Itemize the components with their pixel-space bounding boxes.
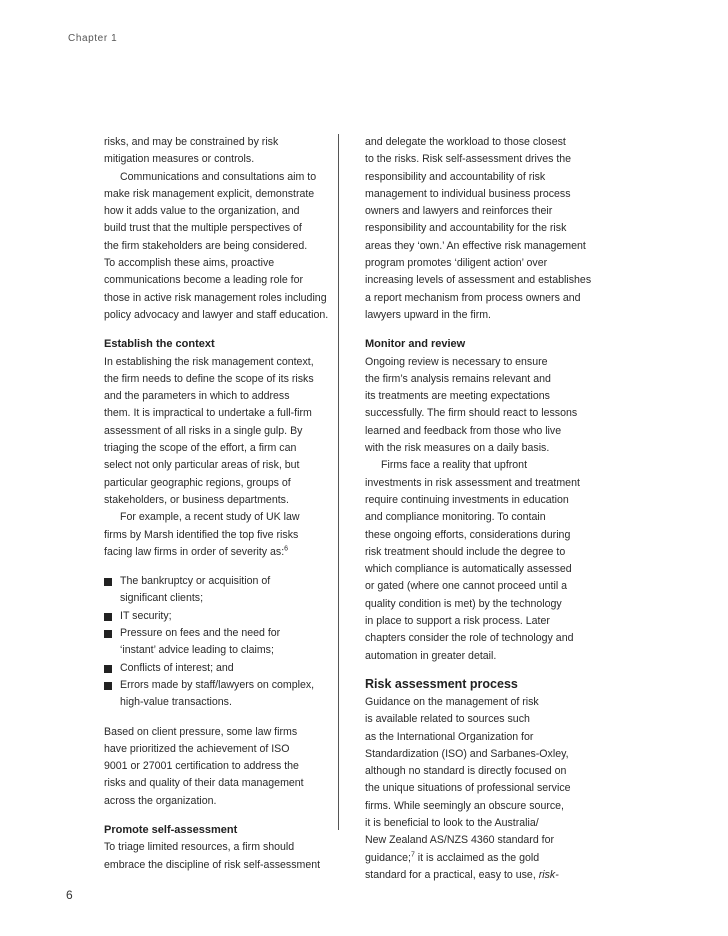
paragraph [104,839,328,874]
text-line: them. It is impractical to undertake a full-firm [104,407,312,420]
text-fragment: guidance; [365,851,411,864]
text-line: embrace the discipline of risk self-assessment [104,858,321,871]
section-heading-promote-self-assessment: Promote self-assessment [104,823,238,836]
text-line: its treatments are meeting expectations [365,390,550,403]
text-line: across the organization. [104,794,217,807]
paragraph [104,134,328,169]
text-line: automation in greater detail. [365,649,497,662]
running-header-chapter: Chapter 1 [68,33,118,44]
risk-bullet-list [104,573,328,711]
text-line: quality condition is met) by the technology [365,597,562,610]
text-line: the firm stakeholders are being considered. [104,239,308,252]
text-line: policy advocacy and lawyer and staff education. [104,308,329,321]
text-line: investments in risk assessment and treatment [365,476,580,489]
paragraph [104,724,328,810]
text-line: mitigation measures or controls. [104,153,255,166]
list-item [104,677,328,712]
text-line: these ongoing efforts, considerations during [365,528,571,541]
left-column [104,134,328,874]
text-line: Pressure on fees and the need for [120,627,281,640]
text-line: stakeholders, or business departments. [104,493,289,506]
square-bullet-icon [104,578,112,586]
paragraph [365,134,592,324]
text-line: have prioritized the achievement of ISO [104,742,290,755]
text-line: select not only particular areas of risk, but [104,459,300,472]
text-line: to the risks. Risk self-assessment drives the [365,153,572,166]
text-line: learned and feedback from those who live [365,424,562,437]
footnote-marker[interactable]: 6 [284,545,289,553]
text-line: increasing levels of assessment and establishes [365,274,592,287]
paragraph [365,354,589,458]
text-line: management to individual business process [365,187,571,200]
text-line: risks, and may be constrained by risk [104,136,279,148]
text-line: although no standard is directly focused on [365,765,567,778]
list-item [104,608,328,625]
text-line: significant clients; [120,592,204,605]
text-line: chapters consider the role of technology and [365,632,574,645]
list-item [104,573,328,608]
text-line: Communications and consultations aim to [120,170,317,183]
text-line: Firms face a reality that upfront [381,459,528,472]
text-line [104,544,328,561]
section-heading-establish-context: Establish the context [104,338,215,351]
text-line: assessment of all risks in a single gulp. By [104,424,303,437]
text-line: Based on client pressure, some law firms [104,725,298,738]
text-line: make risk management explicit, demonstrate [104,187,315,200]
text-line: Conflicts of interest; and [120,661,234,674]
text-line: risks and quality of their data management [104,777,304,790]
text-line: responsibility and accountability for the risk [365,222,567,235]
text-line: For example, a recent study of UK law [120,511,300,524]
text-line: responsibility and accountability of risk [365,170,546,183]
paragraph [104,169,328,325]
section-heading-monitor-review: Monitor and review [365,338,466,351]
text-line: which compliance is automatically assessed [365,563,572,576]
text-line: lawyers upward in the firm. [365,308,491,321]
square-bullet-icon [104,665,112,673]
text-line: the unique situations of professional service [365,782,571,795]
text-line: a report mechanism from process owners and [365,291,581,304]
page-number: 6 [66,888,73,902]
text-line: Guidance on the management of risk [365,695,539,708]
text-line: it is beneficial to look to the Australia/ [365,816,539,829]
text-line [365,850,589,867]
text-line: and the parameters in which to address [104,390,290,403]
text-line: build trust that the multiple perspectives of [104,222,302,235]
column-divider [338,134,339,830]
text-line: The bankruptcy or acquisition of [120,575,271,588]
text-line: successfully. The firm should react to lessons [365,407,578,420]
italic-fragment: risk- [538,868,559,881]
text-line: with the risk measures on a daily basis. [365,442,550,455]
text-line: firms by Marsh identified the top five risks [104,528,299,541]
text-line: the firm needs to define the scope of its risks [104,372,314,385]
text-line: particular geographic regions, groups of [104,476,291,489]
text-line: Errors made by staff/lawyers on complex, [120,678,315,691]
paragraph [104,354,328,510]
text-line: in place to support a risk process. Later [365,615,550,628]
text-line: IT security; [120,609,172,622]
text-line: areas they ‘own.’ An effective risk management [365,239,586,252]
square-bullet-icon [104,613,112,621]
text-line: 9001 or 27001 certification to address the [104,760,299,773]
text-line: Ongoing review is necessary to ensure [365,355,548,368]
text-fragment: facing law firms in order of severity as: [104,545,285,558]
paragraph [365,694,589,884]
footnote-marker[interactable]: 7 [410,851,415,859]
text-line: and compliance monitoring. To contain [365,511,546,524]
text-line: high-value transactions. [120,696,232,709]
text-line: require continuing investments in education [365,493,569,506]
square-bullet-icon [104,630,112,638]
text-line: how it adds value to the organization, and [104,205,300,218]
text-line: program promotes ‘diligent action’ over [365,257,548,270]
text-line: is available related to sources such [365,713,530,726]
section-heading-risk-assessment-process: Risk assessment process [365,676,518,691]
list-item [104,660,328,677]
text-line: as the International Organization for [365,730,534,743]
text-line: To triage limited resources, a firm should [104,841,295,854]
text-fragment: standard for a practical, easy to use, [365,868,539,881]
text-fragment: it is acclaimed as the gold [414,851,540,864]
text-line: owners and lawyers and reinforces their [365,205,553,218]
right-column [365,134,592,884]
text-line [365,867,589,884]
text-line: ‘instant’ advice leading to claims; [120,644,274,657]
square-bullet-icon [104,682,112,690]
text-line: and delegate the workload to those closest [365,136,566,148]
text-line: triaging the scope of the effort, a firm can [104,442,297,455]
paragraph [365,457,589,665]
text-line: or gated (where one cannot proceed until a [365,580,568,593]
list-item [104,625,328,660]
text-line: risk treatment should include the degree to [365,545,566,558]
text-line: communications become a leading role for [104,274,304,287]
text-line: To accomplish these aims, proactive [104,257,275,270]
text-line: the firm’s analysis remains relevant and [365,372,551,385]
text-line: New Zealand AS/NZS 4360 standard for [365,834,555,847]
text-line: Standardization (ISO) and Sarbanes-Oxley, [365,747,569,760]
text-line: firms. While seemingly an obscure source, [365,799,565,812]
text-line: In establishing the risk management context, [104,355,314,368]
paragraph [104,509,328,561]
text-line: those in active risk management roles including [104,291,327,304]
